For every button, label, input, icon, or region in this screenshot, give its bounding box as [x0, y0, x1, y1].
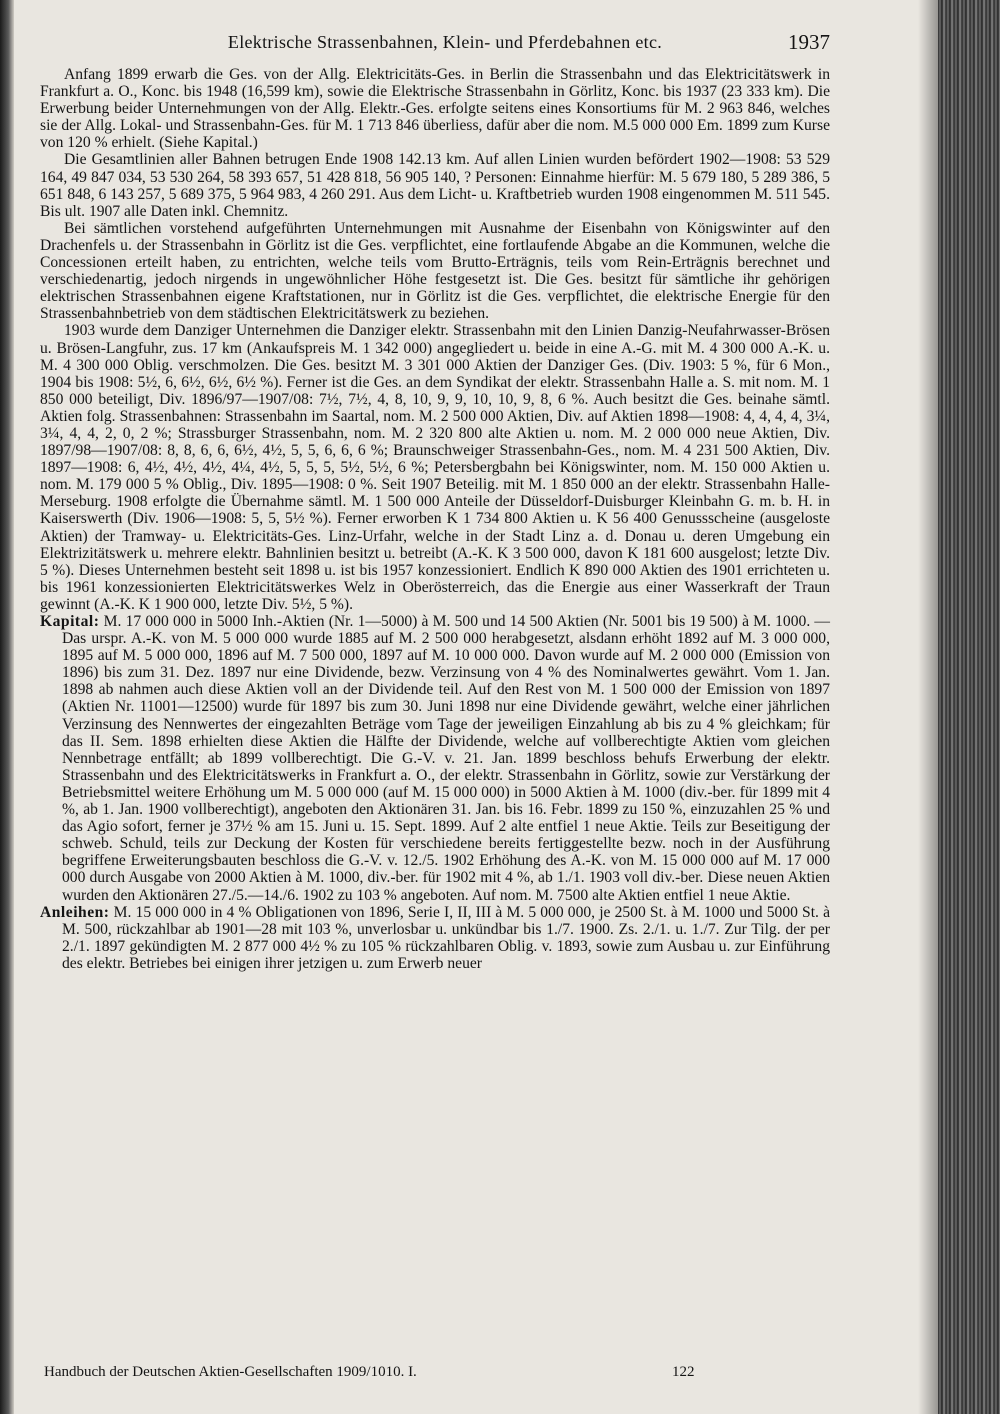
- paragraph: 1903 wurde dem Danziger Unternehmen die Danziger elektr. Strassenbahn mit den Linien Danzig-Neufahrwasser-Brösen u. Brösen-Langfuhr, zus. 17 km (Ankaufspreis M. 1 342 000) angegliedert u. beide in eine A.-G. mit M. 4 300 000 A.-K. u. M. 4 300 000 Oblig. verschmolzen. Die Ges. besitzt M. 3 301 000 Aktien der Danziger Ges. (Div. 1903: 5 %, für 6 Mon., 1904 bis 1908: 5½, 6, 6½, 6½, 6½ %). Ferner ist die Ges. an dem Syndikat der elektr. Strassenbahn Halle a. S. mit nom. M. 1 850 000 beteiligt, Div. 1896/97—1907/08: 7½, 7½, 4, 8, 10, 9, 9, 10, 10, 9, 8, 6 %. Auch besitzt die Ges. beinahe sämtl. Aktien folg. Strassenbahnen: Strassenbahn im Saartal, nom. M. 2 500 000 Aktien, Div. auf Aktien 1898—1908: 4, 4, 4, 4, 3¼, 3¼, 4, 4, 2, 0, 2 %; Strassburger Strassenbahn, nom. M. 2 320 800 alte Aktien u. nom. M. 2 000 000 neue Aktien, Div. 1897/98—1907/08: 8, 8, 6, 6, 6½, 4½, 5, 5, 6, 6, 6 %; Braunschweiger Strassenbahn-Ges., nom. M. 4 231 500 Aktien, Div. 1897—1908: 6, 4½, 4½, 4½, 4¼, 4½, 5, 5, 5, 5½, 5½, 6 %; Petersbergbahn bei Königswinter, nom. M. 150 000 Aktien u. nom. M. 179 000 5 % Oblig., Div. 1895—1908: 0 %. Seit 1907 Beteilig. mit M. 1 850 000 an der elektr. Strassenbahn Halle-Merseburg. 1908 erfolgte die Übernahme sämtl. M. 1 500 000 Anteile der Düsseldorf-Duisburger Kleinbahn G. m. b. H. in Kaiserswerth (Div. 1906—1908: 5, 5, 5½ %). Ferner erworben K 1 734 800 Aktien u. K 56 400 Genussscheine (ausgeloste Aktien) der Tramway- u. Elektricitäts-Ges. Linz-Urfahr, welche in der Stadt Linz a. d. Donau u. deren Umgebung ein Elektrizitätswerk u. mehrere elektr. Bahnlinien besitzt u. betreibt (A.-K. K 3 500 000, davon K 181 600 ausgelost; letzte Div. 5 %). Dieses Unternehmen besteht seit 1898 u. ist bis 1957 konzessioniert. Endlich K 890 000 Aktien des 1901 errichteten u. bis 1961 konzessionierten Elektricitätswerkes Welz in Oberösterreich, das die Energie aus einer Wasserkraft der Traun gewinnt (A.-K. K 1 900 000, letzte Div. 5½, 5 %).: [40, 322, 830, 613]
- section-label: Kapital:: [40, 613, 100, 630]
- section-label: Anleihen:: [40, 903, 110, 921]
- section-text: M. 15 000 000 in 4 % Obligationen von 1896, Serie I, II, III à M. 5 000 000, je 2500 St. à M. 1000 und 5000 St. à M. 500, rückzahlbar ab 1901—28 mit 103 %, unverlosbar u. unkündbar bis 1./7. 1900. Zs. 2./1. u. 1./7. Zur Tilg. der per 2./1. 1897 gekündigten M. 2 877 000 4½ % zu 105 % rückzahlbaren Oblig. v. 1893, sowie zum Ausbau u. zur Einführung des elektr. Betriebes bei einigen ihrer jetzigen u. zum Erwerb neuer: [62, 903, 830, 972]
- running-header: [60, 32, 830, 60]
- page-number: 1937: [788, 30, 830, 54]
- section-kapital: [40, 613, 830, 904]
- page-edge-shadow: [918, 0, 938, 1414]
- header-title: Elektrische Strassenbahnen, Klein- und Pferdebahnen etc.: [227, 32, 663, 52]
- paragraph: Anfang 1899 erwarb die Ges. von der Allg. Elektricitäts-Ges. in Berlin die Strassenbahn und das Elektricitätswerk in Frankfurt a. O., Konc. bis 1948 (16,599 km), sowie die Elektrische Strassenbahn in Görlitz, Konc. bis 1937 (23 333 km). Die Erwerbung beider Unternehmungen von der Allg. Elektr.-Ges. erfolgte seitens eines Konsortiums für M. 2 963 846, welches sie der Allg. Lokal- und Strassenbahn-Ges. für M. 1 713 846 überliess, dafür aber die nom. M.5 000 000 Em. 1899 zum Kurse von 120 % erhielt. (Siehe Kapital.): [40, 66, 830, 152]
- section-text: M. 17 000 000 in 5000 Inh.-Aktien (Nr. 1—5000) à M. 500 und 14 500 Aktien (Nr. 5001 bis 19 500) à M. 1000. — Das urspr. A.-K. von M. 5 000 000 wurde 1885 auf M. 2 500 000 herabgesetzt, alsdann erhöht 1892 auf M. 3 000 000, 1895 auf M. 5 000 000, 1896 auf M. 7 500 000, 1897 auf M. 10 000 000. Davon wurde auf M. 2 000 000 (Emission von 1896) bis zum 31. Dez. 1897 nur eine Dividende, bezw. Verzinsung von 4 % des Nominalwertes gewährt. Vom 1. Jan. 1898 ab nahmen auch diese Aktien voll an der Dividende teil. Auf den Rest von M. 1 500 000 der Emission von 1897 (Aktien Nr. 11001—12500) wurde für 1897 bis zum 30. Juni 1898 nur eine Dividende gewährt, welche einer jährlichen Verzinsung des Nennwertes der eingezahlten Beträge vom Tage der jeweiligen Einzahlung ab bis zu 4 % gleichkam; für das II. Sem. 1898 erhielten diese Aktien die Hälfte der Dividende, welche auf vollberechtigte Aktien vom gleichen Nennbetrage entfällt; ab 1899 vollberechtigt. Die G.-V. v. 21. Jan. 1899 beschloss behufs Erwerbung der elektr. Strassenbahn und des Elektricitätswerks in Frankfurt a. O., der elektr. Strassenbahn in Görlitz, sowie zur Verstärkung der Betriebsmittel weitere Erhöhung um M. 5 000 000 (auf M. 15 000 000) in 5000 Aktien à M. 1000 (div.-ber. für 1899 mit 4 %, ab 1. Jan. 1900 vollberechtigt), angeboten den Aktionären 31. Jan. bis 16. Febr. 1899 zu 150 %, einzuzahlen 25 % und das Agio sofort, ferner je 37½ % am 15. Juni u. 15. Sept. 1899. Auf 2 alte entfiel 1 neue Aktie. Teils zur Beseitigung der schweb. Schuld, teils zur Deckung der Kosten für verschiedene bereits fertiggestellte bezw. noch in der Ausführung begriffene Erweiterungsbauten beschloss die G.-V. v. 12./5. 1902 Erhöhung des A.-K. von M. 15 000 000 auf M. 17 000 000 durch Ausgabe von 2000 Aktien à M. 1000, div.-ber. für 1902 mit 4 %, ab 1./1. 1903 voll div.-ber. Diese neuen Aktien wurden den Aktionären 27./5.—14./6. 1902 zu 103 % angeboten. Auf nom. M. 7500 alte Aktien entfiel 1 neue Aktie.: [62, 613, 830, 904]
- section-anleihen: [40, 904, 830, 972]
- document-body: [40, 66, 830, 972]
- paragraph: Bei sämtlichen vorstehend aufgeführten Unternehmungen mit Ausnahme der Eisenbahn von Königswinter auf den Drachenfels u. der Strassenbahn in Görlitz ist die Ges. verpflichtet, eine fortlaufende Abgabe an die Kommunen, welche die Concessionen erteilt haben, zu entrichten, welche teils vom Brutto-Erträgnis, teils vom Rein-Erträgnis berechnet und verschiedenartig, jedoch nirgends in ungewöhnlicher Höhe festgesetzt ist. Die Ges. besitzt für sämtliche ihr gehörigen elektrischen Strassenbahnen eigene Kraftstationen, nur in Görlitz ist die Ges. verpflichtet, die elektrische Energie für den Strassenbahnbetrieb von dem städtischen Elektricitätswerk zu beziehen.: [40, 219, 830, 323]
- book-page-edges: [938, 0, 1000, 1414]
- page-footer: [44, 1364, 744, 1384]
- footer-number: 122: [672, 1364, 695, 1380]
- binding-gutter: [0, 0, 14, 1414]
- footer-text: Handbuch der Deutschen Aktien-Gesellschaften 1909/1010. I.: [44, 1364, 417, 1380]
- paragraph: Die Gesamtlinien aller Bahnen betrugen Ende 1908 142.13 km. Auf allen Linien wurden befördert 1902—1908: 53 529 164, 49 847 034, 53 530 264, 58 393 657, 51 428 818, 56 905 140, ? Personen: Einnahme hierfür: M. 5 679 180, 5 289 386, 5 651 848, 6 143 257, 5 689 375, 5 964 983, 4 260 291. Aus dem Licht- u. Kraftbetrieb wurden 1908 eingenommen M. 511 545. Bis ult. 1907 alle Daten inkl. Chemnitz.: [40, 151, 830, 220]
